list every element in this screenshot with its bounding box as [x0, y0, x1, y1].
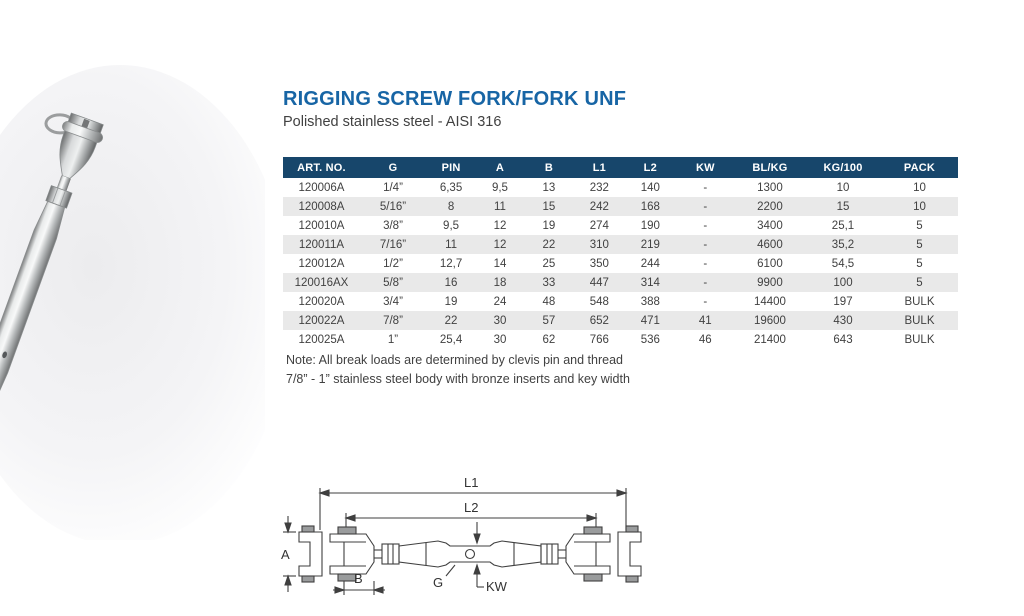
table-cell: 25	[542, 257, 556, 270]
table-cell: 536	[640, 333, 660, 346]
table-cell: 1300	[757, 181, 783, 194]
table-cell: 388	[640, 295, 660, 308]
column-header-l1: L1	[574, 157, 625, 178]
note-line: Note: All break loads are determined by clevis pin and thread	[286, 353, 623, 367]
table-cell: 4600	[757, 238, 783, 251]
table-cell: 100	[833, 276, 853, 289]
table-cell: 314	[640, 276, 660, 289]
table-row	[283, 254, 958, 273]
table-body	[283, 178, 958, 349]
table-cell: 8	[447, 200, 455, 213]
dimension-diagram	[278, 468, 662, 616]
table-cell: 12,7	[439, 257, 463, 270]
table-cell: 14400	[753, 295, 786, 308]
table-cell: 30	[493, 314, 507, 327]
table-cell: 15	[542, 200, 556, 213]
diagram-label-l2: L2	[464, 500, 479, 515]
table-cell: 3400	[757, 219, 783, 232]
table-cell: 5	[916, 219, 923, 232]
column-header-kw: KW	[676, 157, 735, 178]
table-cell: 1”	[387, 333, 399, 346]
column-header-g: G	[360, 157, 426, 178]
table-cell: 22	[444, 314, 458, 327]
spec-table	[283, 157, 958, 349]
table-cell: 12	[493, 219, 507, 232]
table-cell: 9900	[757, 276, 783, 289]
table-cell: 16	[444, 276, 458, 289]
table-cell: -	[703, 181, 708, 194]
table-cell: 3/4”	[383, 295, 403, 308]
table-cell: 24	[493, 295, 507, 308]
table-cell: 62	[542, 333, 556, 346]
table-cell: 652	[589, 314, 609, 327]
table-row	[283, 330, 958, 349]
rigging-screw-photo	[0, 55, 265, 540]
table-cell: BULK	[904, 314, 935, 327]
table-row	[283, 178, 958, 197]
table-cell: 190	[640, 219, 660, 232]
table-cell: 766	[589, 333, 609, 346]
table-cell: 274	[589, 219, 609, 232]
table-cell: 7/8”	[383, 314, 403, 327]
table-cell: 5/16”	[379, 200, 407, 213]
table-cell: 168	[640, 200, 660, 213]
product-photo	[0, 55, 265, 540]
diagram-label-l1: L1	[464, 475, 479, 490]
title-block	[283, 88, 943, 130]
table-cell: 447	[589, 276, 609, 289]
table-cell: 5	[916, 257, 923, 270]
table-cell: 548	[589, 295, 609, 308]
table-cell: 120020A	[298, 295, 345, 308]
table-cell: 471	[640, 314, 660, 327]
table-cell: 10	[913, 200, 926, 213]
table-cell: -	[703, 238, 708, 251]
table-cell: 310	[589, 238, 609, 251]
table-cell: 21400	[753, 333, 786, 346]
table-cell: 46	[698, 333, 712, 346]
column-header-b: B	[524, 157, 574, 178]
table-cell: 2200	[757, 200, 783, 213]
page-subtitle: Polished stainless steel - AISI 316	[283, 114, 502, 130]
column-header-l2: L2	[625, 157, 676, 178]
table-cell: 19600	[753, 314, 786, 327]
table-cell: 242	[589, 200, 609, 213]
table-cell: 120008A	[298, 200, 345, 213]
column-header-pack: PACK	[881, 157, 958, 178]
table-cell: 140	[640, 181, 660, 194]
page-title: RIGGING SCREW FORK/FORK UNF	[283, 88, 627, 110]
table-cell: 120012A	[298, 257, 345, 270]
table-row	[283, 292, 958, 311]
table-cell: 48	[542, 295, 556, 308]
table-cell: 120010A	[298, 219, 345, 232]
table-header-row	[283, 157, 958, 178]
diagram-label-g: G	[433, 575, 444, 590]
table-cell: 11	[445, 238, 458, 251]
column-header-art-no-: ART. NO.	[283, 157, 360, 178]
table-cell: 430	[833, 314, 853, 327]
table-cell: -	[703, 295, 708, 308]
table-cell: 18	[493, 276, 507, 289]
table-cell: 197	[833, 295, 853, 308]
table-row	[283, 216, 958, 235]
table-cell: 5/8”	[383, 276, 403, 289]
table-cell: 30	[493, 333, 507, 346]
table-cell: 19	[444, 295, 458, 308]
table-cell: 25,4	[439, 333, 463, 346]
table-cell: 54,5	[831, 257, 855, 270]
diagram-label-b: B	[354, 571, 363, 586]
table-cell: 219	[640, 238, 660, 251]
table-cell: 15	[836, 200, 850, 213]
table-cell: -	[703, 219, 708, 232]
spec-table-container	[283, 157, 958, 349]
dimension-diagram-drawing	[278, 468, 662, 616]
table-cell: 35,2	[831, 238, 855, 251]
table-cell: 120025A	[298, 333, 345, 346]
table-cell: 1/4”	[383, 181, 403, 194]
column-header-bl-kg: BL/KG	[735, 157, 805, 178]
table-cell: 6,35	[439, 181, 463, 194]
table-cell: BULK	[904, 333, 935, 346]
column-header-pin: PIN	[426, 157, 476, 178]
table-cell: 19	[542, 219, 556, 232]
table-cell: 6100	[757, 257, 783, 270]
table-cell: -	[703, 200, 708, 213]
table-row	[283, 235, 958, 254]
table-cell: 7/16”	[379, 238, 407, 251]
table-notes	[286, 351, 926, 389]
table-cell: 120016AX	[294, 276, 349, 289]
table-cell: 9,5	[491, 181, 508, 194]
table-cell: 1/2”	[383, 257, 403, 270]
table-cell: 120011A	[298, 238, 345, 251]
table-cell: 14	[493, 257, 507, 270]
table-cell: 120022A	[298, 314, 345, 327]
table-cell: -	[703, 276, 708, 289]
table-cell: 57	[542, 314, 556, 327]
table-cell: 10	[913, 181, 926, 194]
diagram-label-a: A	[281, 547, 290, 562]
table-cell: 41	[698, 314, 712, 327]
table-cell: 22	[542, 238, 556, 251]
table-cell: 643	[833, 333, 853, 346]
diagram-label-kw: KW	[486, 579, 507, 594]
table-cell: 11	[494, 200, 506, 213]
table-cell: 3/8”	[383, 219, 403, 232]
table-cell: 10	[836, 181, 850, 194]
note-line: 7/8” - 1” stainless steel body with bronze inserts and key width	[286, 372, 630, 386]
table-cell: 13	[542, 181, 556, 194]
table-cell: 12	[493, 238, 507, 251]
table-cell: BULK	[904, 295, 935, 308]
table-cell: 244	[640, 257, 660, 270]
table-cell: 232	[589, 181, 609, 194]
table-cell: 9,5	[443, 219, 460, 232]
table-cell: 33	[542, 276, 556, 289]
table-row	[283, 311, 958, 330]
table-row	[283, 273, 958, 292]
column-header-kg-100: KG/100	[805, 157, 881, 178]
table-cell: 350	[589, 257, 609, 270]
table-row	[283, 197, 958, 216]
table-cell: 120006A	[298, 181, 345, 194]
table-cell: 5	[916, 238, 923, 251]
table-cell: 25,1	[831, 219, 855, 232]
table-cell: 5	[916, 276, 923, 289]
table-cell: -	[703, 257, 708, 270]
column-header-a: A	[476, 157, 524, 178]
